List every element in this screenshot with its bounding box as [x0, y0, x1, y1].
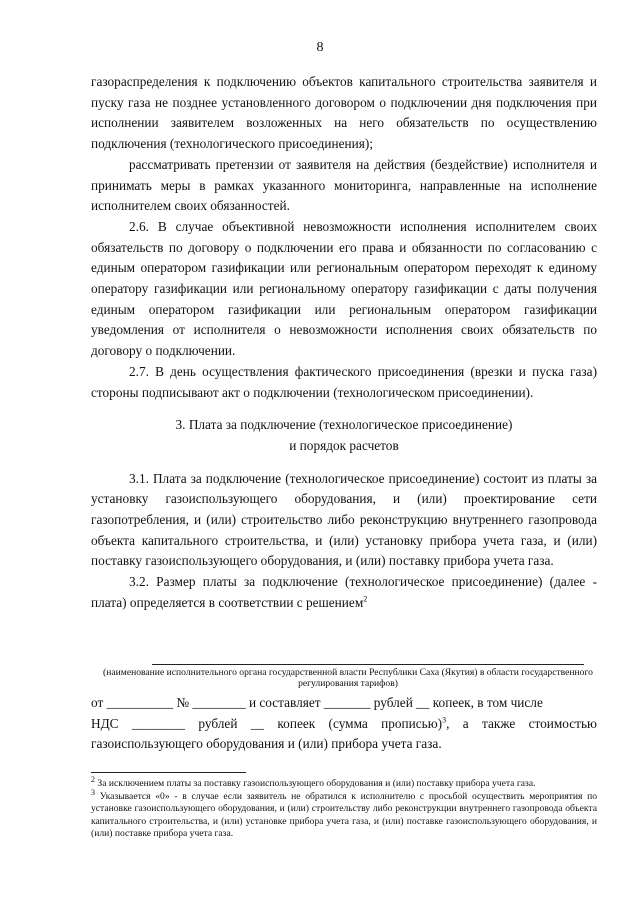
fill-in-line	[152, 664, 584, 665]
main-text	[91, 72, 597, 614]
footnote-3	[91, 787, 597, 841]
fee-line-2	[91, 714, 597, 755]
section-heading-line1: 3. Плата за подключение (технологическое присоединение)	[175, 417, 513, 433]
footnote-ref-2: 2	[363, 594, 368, 604]
footnote-mark-2: 2	[91, 774, 95, 784]
footnote-3-text: Указывается «0» - в случае если заявитель не обратился к исполнителю с просьбой осуществить мероприятия по установке газоиспользующего оборудования, и (или) строительству либо реконструкции внутреннего газопровода объекта капитального строительства, и (или) установке прибора учета газа, и (или) поставке газоиспользующего оборудования, и (или) поставке прибора учета газа.	[91, 790, 597, 840]
paragraph-continuation: газораспределения к подключению объектов капитального строительства заявителя и пуску газа не позднее установленного договором о подключении дня подключения при исполнении заявителем возложенных на него обязательств по осуществлению подключения (технологического присоединения);	[91, 74, 597, 152]
footnote-2	[91, 774, 597, 791]
paragraph-2-6: 2.6. В случае объективной невозможности исполнения исполнителем своих обязательств по договору о подключении его права и обязанности по согласованию с единым оператором газификации или региональным оператором переходят к единому оператору газификации или региональному оператору газификации с даты получения единым оператором газификации или региональным оператором газификации уведомления от исполнителя о невозможности исполнения своих обязательств по договору о подключении.	[91, 218, 597, 359]
paragraph-3-2	[91, 572, 597, 613]
fee-line-1: от __________ № ________ и составляет _______ рублей __ копеек, в том числе	[91, 695, 543, 710]
section-heading-line2: и порядок расчетов	[289, 437, 399, 453]
fee-vat-text: НДС ________ рублей __ копеек (сумма прописью)	[91, 715, 443, 731]
paragraph-claims: рассматривать претензии от заявителя на действия (бездействие) исполнителя и принимать меры в рамках указанного мониторинга, направленные на исполнение исполнителем своих обязанностей.	[91, 156, 597, 214]
fee-equipment-text: , а также стоимостью газоиспользующего оборудования и (или) прибора учета газа.	[91, 715, 597, 752]
page-number: 8	[316, 40, 324, 55]
footnote-2-text: За исключением платы за поставку газоиспользующего оборудования и (или) поставку прибора учета газа.	[95, 778, 536, 789]
paragraph-3-2-text: 3.2. Размер платы за подключение (технологическое присоединение) (далее - плата) определяется в соответствии с решением	[91, 574, 597, 610]
section-heading	[91, 415, 597, 456]
paragraph-3-1: 3.1. Плата за подключение (технологическое присоединение) состоит из платы за установку газоиспользующего оборудования, и (или) проектирование сети газопотребления, и (или) строительство либо реконструкцию внутреннего газопровода объекта капитального строительства, и (или) установку прибора учета газа, и (или) поставку газоиспользующего оборудования, и (или) поставку прибора учета газа.	[91, 470, 597, 569]
footnote-ref-3: 3	[442, 715, 447, 725]
footnotes	[91, 774, 597, 841]
fee-text	[91, 693, 597, 755]
fill-in-caption: (наименование исполнительного органа государственной власти Республики Саха (Якутия) в области государственного регулирования тарифов)	[103, 667, 593, 689]
footnote-mark-3: 3	[91, 787, 95, 797]
footnote-separator	[91, 772, 246, 773]
paragraph-2-7: 2.7. В день осуществления фактического присоединения (врезки и пуска газа) стороны подписывают акт о подключении (технологическом присоединении).	[91, 363, 597, 400]
